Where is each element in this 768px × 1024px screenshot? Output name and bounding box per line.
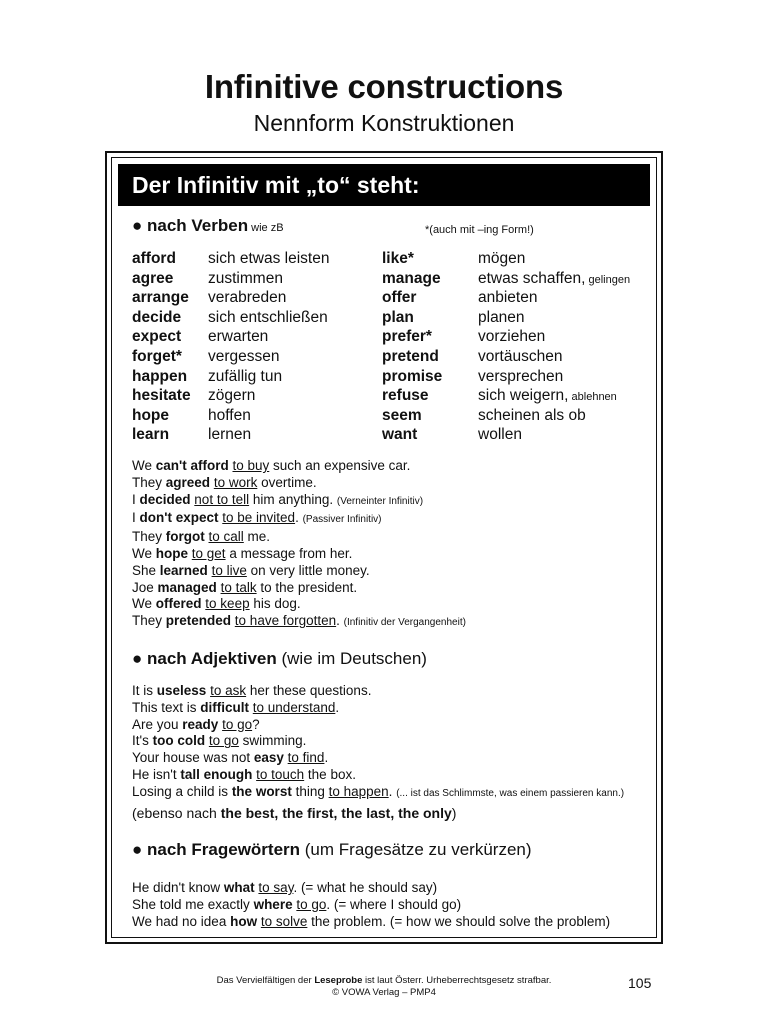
banner-heading: Der Infinitiv mit „to“ steht: (118, 164, 650, 206)
example-sentence (132, 700, 624, 717)
ebenso-prefix: (ebenso nach (132, 805, 221, 821)
sentence-key-word: managed (157, 579, 217, 595)
vocab-english: agree (132, 269, 174, 287)
vocab-english: expect (132, 328, 182, 346)
vocab-german-main: erwarten (208, 328, 269, 346)
ebenso-list: the best, the first, the last, the only (220, 805, 452, 821)
sentence-end: him anything. (249, 491, 337, 507)
vocab-english: seem (382, 406, 422, 424)
sentence-key-word: difficult (200, 699, 250, 715)
vocab-row (382, 249, 630, 269)
sentence-infinitive: to call (208, 529, 244, 545)
page-number: 105 (628, 975, 652, 991)
vocab-german-main: zustimmen (208, 269, 283, 287)
vocab-row (132, 347, 329, 367)
example-sentence (132, 897, 610, 914)
section-adjectives-suffix: (wie im Deutschen) (276, 649, 427, 668)
sentence-key-word: forgot (165, 529, 205, 545)
section-verbs-suffix: wie zB (248, 222, 284, 234)
vocab-german-main: sich entschließen (208, 308, 328, 326)
sentence-infinitive: to have forgotten (234, 613, 337, 629)
example-sentence (132, 529, 466, 546)
sentence-note: (Verneinter Infinitiv) (336, 495, 424, 507)
sentence-start: We (132, 596, 156, 612)
sentence-end: on very little money. (246, 562, 370, 578)
sentence-end: . (336, 613, 344, 629)
sentence-infinitive: to talk (220, 579, 257, 595)
sentence-infinitive: to go (222, 716, 253, 732)
vocab-german-extra: ablehnen (568, 391, 617, 404)
content-box (105, 151, 663, 944)
section-questionwords-title: nach Fragewörtern (147, 840, 301, 859)
sentence-end: the box. (304, 766, 356, 782)
sentence-end: . (335, 699, 340, 715)
sentence-start: Are you (132, 716, 183, 732)
footer-publisher-line: © VOWA Verlag – PMP4 (332, 987, 436, 998)
vocab-german-main: lernen (208, 426, 252, 444)
vocab-german (478, 367, 563, 387)
bullet: ● (132, 840, 147, 859)
vocab-english: manage (382, 269, 441, 287)
questionword-examples (132, 880, 610, 930)
sentence-end: . (= what he should say) (293, 880, 438, 895)
vocab-german (208, 269, 283, 289)
vocab-row (382, 269, 630, 289)
vocab-row (382, 347, 630, 367)
vocab-row (382, 386, 630, 406)
sentence-key-word: pretended (165, 613, 232, 629)
sentence-infinitive: to buy (232, 458, 270, 473)
sentence-start: Your house was not (132, 750, 254, 766)
sentence-start: We (132, 545, 156, 561)
vocab-german (478, 327, 545, 347)
vocab-german-main: scheinen als ob (478, 406, 586, 424)
vocab-english: promise (382, 367, 443, 385)
vocab-row (132, 327, 329, 347)
bullet: ● (132, 216, 147, 235)
ebenso-note (132, 805, 456, 822)
vocab-left-column (132, 249, 329, 445)
sentence-infinitive: not to tell (194, 491, 250, 507)
vocab-english: want (382, 426, 418, 444)
sentence-start: She told me exactly (132, 896, 254, 912)
sentence-start: We (132, 458, 156, 473)
content-box-inner (111, 157, 657, 938)
footer-text: ist laut Österr. Urheberrechtsgesetz strafbar. (362, 975, 552, 986)
vocab-german (208, 308, 328, 328)
vocab-english: afford (132, 250, 176, 267)
example-sentence (132, 733, 624, 750)
vocab-german-main: vorziehen (478, 328, 546, 346)
vocab-german (478, 288, 537, 308)
vocab-german-main: mögen (478, 250, 526, 267)
sentence-infinitive: to say (258, 880, 294, 895)
sentence-key-word: tall enough (180, 766, 253, 782)
sentence-end: . (= where I should go) (326, 896, 462, 912)
sentence-key-word: the worst (231, 783, 292, 799)
sentence-end: me. (243, 529, 271, 545)
example-sentence (132, 596, 466, 613)
sentence-end: a message from her. (225, 545, 353, 561)
sentence-key-word: offered (155, 596, 202, 612)
sentence-key-word: hope (155, 545, 189, 561)
adjective-examples (132, 683, 624, 803)
vocab-row (132, 288, 329, 308)
verb-examples (132, 458, 466, 632)
example-sentence (132, 563, 466, 580)
example-sentence (132, 750, 624, 767)
vocab-german (208, 288, 286, 308)
footer-text: Das Vervielfältigen der (216, 975, 315, 986)
vocab-german (208, 347, 280, 367)
vocab-row (132, 249, 329, 269)
vocab-row (132, 367, 329, 387)
ebenso-suffix: ) (451, 805, 457, 821)
sentence-start: It's (132, 733, 153, 749)
example-sentence (132, 492, 466, 511)
vocab-english: refuse (382, 387, 429, 405)
vocab-row (382, 308, 630, 328)
sentence-end: . (324, 750, 329, 766)
sentence-start: I (132, 510, 140, 526)
sentence-note: (Infinitiv der Vergangenheit) (343, 617, 466, 629)
section-adjectives-title: nach Adjektiven (147, 649, 277, 668)
vocab-german-main: versprechen (478, 367, 564, 385)
sentence-infinitive: to get (191, 545, 226, 561)
section-questionwords-suffix: (um Fragesätze zu verkürzen) (300, 840, 532, 859)
sentence-infinitive: to ask (210, 683, 247, 698)
vocab-german-main: sich etwas leisten (208, 250, 330, 267)
vocab-german-main: verabreden (208, 289, 287, 307)
sentence-end: his dog. (249, 596, 301, 612)
vocab-german (478, 386, 617, 408)
sentence-infinitive: to go (296, 896, 327, 912)
sentence-infinitive: to work (213, 474, 258, 490)
sentence-key-word: how (230, 913, 258, 929)
vocab-german (478, 425, 522, 445)
sentence-infinitive: to be invited (222, 510, 296, 526)
example-sentence (132, 914, 610, 931)
sentence-infinitive: to happen (328, 783, 389, 799)
example-sentence (132, 475, 466, 492)
vocab-english: offer (382, 289, 417, 307)
example-sentence (132, 458, 466, 475)
vocab-german (478, 308, 525, 328)
sentence-end: the problem. (= how we should solve the problem) (307, 913, 611, 929)
sentence-infinitive: to keep (205, 596, 250, 612)
sentence-start: They (132, 474, 166, 490)
sentence-start: Losing a child is (132, 783, 232, 799)
sentence-key-word: ready (182, 716, 219, 732)
sentence-key-word: don't expect (139, 510, 219, 526)
sentence-infinitive: to touch (256, 766, 305, 782)
vocab-english: pretend (382, 347, 439, 365)
sentence-note: (... ist das Schlimmste, was einem passieren kann.) (396, 787, 625, 799)
sentence-end: overtime. (257, 474, 317, 490)
vocab-german (478, 269, 630, 291)
sentence-key-word: agreed (165, 474, 211, 490)
page-title: Infinitive constructions (204, 68, 564, 105)
sentence-key-word: where (253, 896, 293, 912)
footer-text-bold: Leseprobe (314, 975, 363, 986)
vocab-german (208, 425, 251, 445)
section-questionwords-heading (132, 840, 532, 860)
vocab-english: happen (132, 367, 188, 385)
sentence-start: We had no idea (132, 913, 231, 929)
example-sentence (132, 767, 624, 784)
sentence-start: They (132, 529, 166, 545)
footer (0, 975, 768, 999)
vocab-german-extra: gelingen (585, 273, 631, 286)
vocab-english: prefer* (382, 328, 432, 346)
footer-copyright-line (0, 975, 768, 987)
section-verbs-title: nach Verben (147, 216, 249, 235)
vocab-german-main: wollen (478, 426, 522, 444)
sentence-key-word: useless (156, 683, 207, 698)
example-sentence (132, 784, 624, 803)
sentence-end: . (295, 510, 303, 526)
sentence-start: She (132, 562, 160, 578)
sentence-end: swimming. (238, 733, 307, 749)
sentence-start: Joe (132, 579, 158, 595)
vocab-english: learn (132, 426, 170, 444)
vocab-english: hesitate (132, 387, 191, 405)
vocab-row (382, 425, 630, 445)
example-sentence (132, 880, 610, 897)
ing-form-note: *(auch mit –ing Form!) (425, 224, 534, 236)
vocab-row (382, 367, 630, 387)
vocab-english: hope (132, 406, 170, 424)
sentence-infinitive: to go (208, 733, 239, 749)
vocab-german (478, 249, 525, 269)
vocab-german-main: planen (478, 308, 525, 326)
vocab-english: arrange (132, 289, 189, 307)
vocab-row (132, 425, 329, 445)
sentence-start: He isn't (132, 766, 181, 782)
example-sentence (132, 613, 466, 632)
vocab-right-column (382, 249, 630, 445)
sentence-end: her these questions. (246, 683, 372, 698)
vocab-german-main: zufällig tun (208, 367, 283, 385)
vocab-german (208, 367, 282, 387)
sentence-start: He didn't know (132, 880, 224, 895)
sentence-infinitive: to solve (260, 913, 308, 929)
sentence-infinitive: to find (287, 750, 325, 766)
page-subtitle: Nennform Konstruktionen (253, 110, 515, 136)
sentence-connector: thing (291, 783, 329, 799)
vocab-german (208, 249, 329, 269)
sentence-key-word: learned (159, 562, 208, 578)
vocab-german (208, 327, 268, 347)
example-sentence (132, 580, 466, 597)
vocab-row (382, 288, 630, 308)
sentence-start: This text is (132, 699, 201, 715)
sentence-end: to the president. (256, 579, 358, 595)
vocab-german (208, 386, 255, 406)
sentence-infinitive: to live (211, 562, 247, 578)
vocab-german-main: etwas schaffen, (478, 269, 586, 287)
sentence-key-word: easy (253, 750, 284, 766)
sentence-key-word: too cold (152, 733, 206, 749)
section-adjectives-heading (132, 649, 427, 669)
sentence-start: It is (132, 683, 157, 698)
sentence-start: They (132, 613, 166, 629)
vocab-german-main: anbieten (478, 289, 538, 307)
vocab-row (382, 327, 630, 347)
sentence-infinitive: to understand (252, 699, 336, 715)
sentence-key-word: what (223, 880, 255, 895)
vocab-english: forget* (132, 347, 182, 365)
sentence-note: (Passiver Infinitiv) (302, 514, 382, 526)
example-sentence (132, 717, 624, 734)
vocab-german (208, 406, 251, 426)
vocab-german (478, 406, 586, 426)
vocab-english: decide (132, 308, 182, 326)
sentence-end: ? (252, 716, 260, 732)
vocab-german-main: vergessen (208, 347, 280, 365)
vocab-german-main: sich weigern, (478, 387, 569, 405)
sentence-key-word: can't afford (155, 458, 229, 473)
section-verbs-heading (132, 216, 284, 236)
example-sentence (132, 546, 466, 563)
vocab-english: like* (382, 250, 414, 267)
vocab-german-main: hoffen (208, 406, 251, 424)
vocab-row (132, 386, 329, 406)
sentence-key-word: decided (139, 491, 191, 507)
vocab-row (132, 269, 329, 289)
sentence-end: . (388, 783, 397, 799)
vocab-german-main: vortäuschen (478, 347, 563, 365)
vocab-row (382, 406, 630, 426)
vocab-row (132, 308, 329, 328)
vocab-english: plan (382, 308, 414, 326)
vocab-german-main: zögern (208, 387, 256, 405)
vocab-german (478, 347, 562, 367)
sentence-end: such an expensive car. (269, 458, 411, 473)
vocab-row (132, 406, 329, 426)
example-sentence (132, 683, 624, 700)
bullet: ● (132, 649, 147, 668)
example-sentence (132, 510, 466, 529)
sentence-start: I (132, 491, 140, 507)
